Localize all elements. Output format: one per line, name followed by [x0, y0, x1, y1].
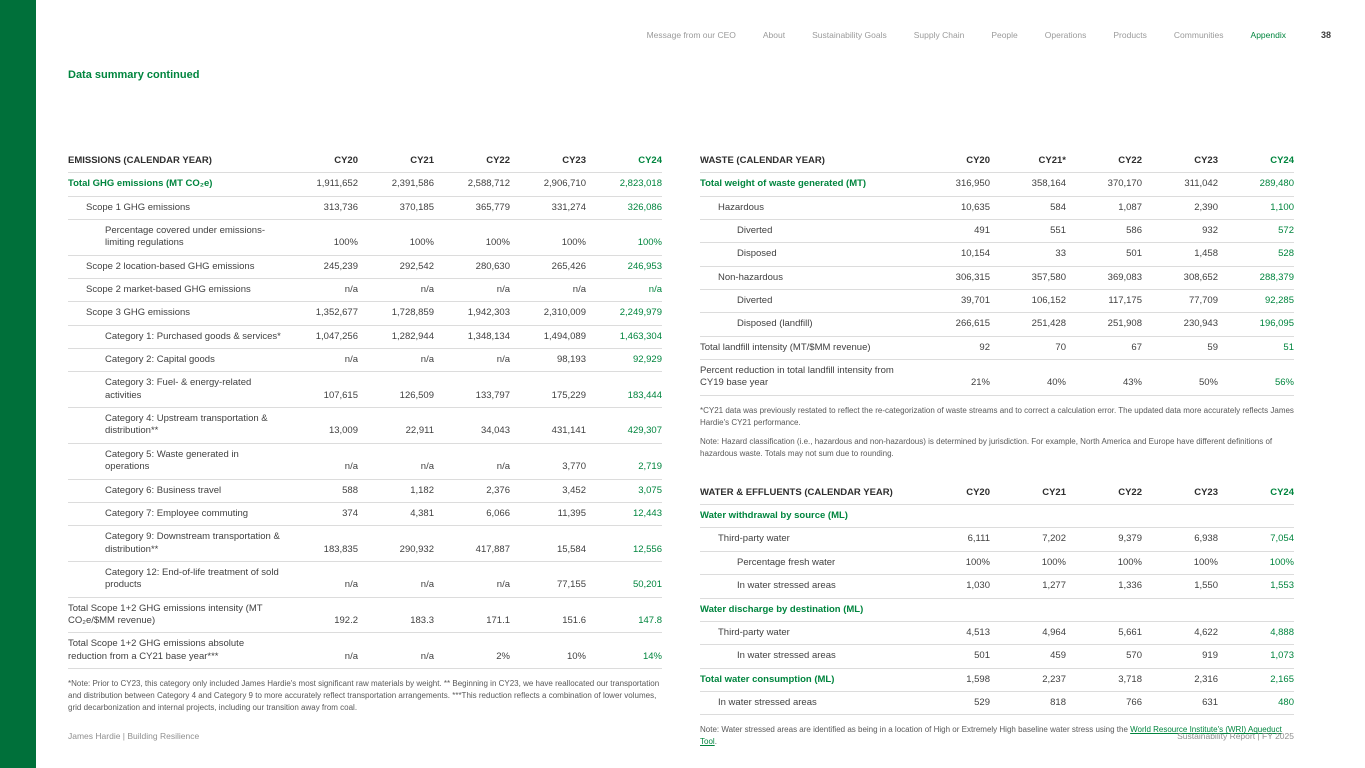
cell-value: 100%: [510, 220, 586, 256]
table-row: [68, 173, 662, 196]
cell-value: 919: [1142, 645, 1218, 668]
cell-value: 175,229: [510, 372, 586, 408]
row-label: Category 5: Waste generated in operations: [68, 443, 282, 479]
row-label: In water stressed areas: [700, 645, 914, 668]
column-header-cy21: CY21*: [990, 150, 1066, 173]
column-header-cy21: CY21: [990, 482, 1066, 505]
cell-value: 1,030: [914, 575, 990, 598]
nav-item-communities[interactable]: Communities: [1173, 30, 1224, 40]
cell-value: 572: [1218, 220, 1294, 243]
cell-value: 59: [1142, 336, 1218, 359]
row-label: Third-party water: [700, 528, 914, 551]
table-row: [68, 372, 662, 408]
column-header-cy24: CY24: [586, 150, 662, 173]
cell-value: 431,141: [510, 408, 586, 444]
table-row: [68, 325, 662, 348]
cell-value: 2,249,979: [586, 302, 662, 325]
water-table: [700, 482, 1294, 715]
row-label: Category 6: Business travel: [68, 479, 282, 502]
cell-value: 43%: [1066, 360, 1142, 396]
cell-value: 14%: [586, 633, 662, 669]
cell-value: n/a: [282, 633, 358, 669]
cell-value: 1,942,303: [434, 302, 510, 325]
table-row: [68, 502, 662, 525]
cell-value: 100%: [358, 220, 434, 256]
cell-value: 251,428: [990, 313, 1066, 336]
nav-item-people[interactable]: People: [991, 30, 1018, 40]
table-row: [700, 336, 1294, 359]
cell-value: 4,381: [358, 502, 434, 525]
cell-value: 311,042: [1142, 173, 1218, 196]
cell-value: 245,239: [282, 255, 358, 278]
row-label: Total Scope 1+2 GHG emissions absolute reduction from a CY21 base year***: [68, 633, 282, 669]
cell-value: 370,170: [1066, 173, 1142, 196]
cell-value: 13,009: [282, 408, 358, 444]
table-row: [700, 528, 1294, 551]
row-label: Disposed (landfill): [700, 313, 914, 336]
table-row: [700, 551, 1294, 574]
cell-value: 570: [1066, 645, 1142, 668]
cell-value: 6,111: [914, 528, 990, 551]
nav-item-about[interactable]: About: [762, 30, 786, 40]
water-footnote-suffix: .: [714, 737, 717, 747]
cell-value: 100%: [914, 551, 990, 574]
cell-value: 289,480: [1218, 173, 1294, 196]
table-row: [68, 279, 662, 302]
cell-value: 33: [990, 243, 1066, 266]
cell-value: n/a: [282, 561, 358, 597]
cell-value: 107,615: [282, 372, 358, 408]
row-label: In water stressed areas: [700, 691, 914, 714]
cell-value: 1,550: [1142, 575, 1218, 598]
cell-value: 374: [282, 502, 358, 525]
row-label: Water discharge by destination (ML): [700, 598, 1294, 621]
cell-value: 50,201: [586, 561, 662, 597]
cell-value: n/a: [358, 443, 434, 479]
cell-value: 147.8: [586, 597, 662, 633]
cell-value: 21%: [914, 360, 990, 396]
cell-value: 1,047,256: [282, 325, 358, 348]
cell-value: 6,938: [1142, 528, 1218, 551]
cell-value: 288,379: [1218, 266, 1294, 289]
cell-value: 818: [990, 691, 1066, 714]
cell-value: 551: [990, 220, 1066, 243]
cell-value: 2,310,009: [510, 302, 586, 325]
cell-value: 9,379: [1066, 528, 1142, 551]
footer-right-text: Sustainability Report | FY 2025: [1177, 731, 1294, 741]
cell-value: 1,348,134: [434, 325, 510, 348]
cell-value: 70: [990, 336, 1066, 359]
cell-value: 183.3: [358, 597, 434, 633]
column-header-cy23: CY23: [1142, 482, 1218, 505]
cell-value: 133,797: [434, 372, 510, 408]
row-label: Water withdrawal by source (ML): [700, 505, 1294, 528]
table-row: [700, 621, 1294, 644]
cell-value: 183,444: [586, 372, 662, 408]
nav-item-appendix[interactable]: Appendix: [1250, 30, 1286, 40]
cell-value: 331,274: [510, 196, 586, 219]
column-header-cy24: CY24: [1218, 150, 1294, 173]
column-header-cy20: CY20: [914, 150, 990, 173]
cell-value: 1,598: [914, 668, 990, 691]
cell-value: 932: [1142, 220, 1218, 243]
cell-value: 358,164: [990, 173, 1066, 196]
nav-item-message-from-our-ceo[interactable]: Message from our CEO: [646, 30, 736, 40]
cell-value: 7,202: [990, 528, 1066, 551]
cell-value: 12,443: [586, 502, 662, 525]
cell-value: 77,155: [510, 561, 586, 597]
cell-value: 316,950: [914, 173, 990, 196]
cell-value: 631: [1142, 691, 1218, 714]
table-header-row: [700, 150, 1294, 173]
cell-value: 11,395: [510, 502, 586, 525]
cell-value: n/a: [586, 279, 662, 302]
row-label: Category 2: Capital goods: [68, 349, 282, 372]
table-row: [700, 266, 1294, 289]
cell-value: 1,463,304: [586, 325, 662, 348]
cell-value: 266,615: [914, 313, 990, 336]
cell-value: n/a: [434, 279, 510, 302]
cell-value: 586: [1066, 220, 1142, 243]
waste-table: [700, 150, 1294, 396]
table-row: [68, 479, 662, 502]
row-label: Category 7: Employee commuting: [68, 502, 282, 525]
table-row: [68, 220, 662, 256]
cell-value: 10,635: [914, 196, 990, 219]
table-row: [68, 196, 662, 219]
cell-value: 2,719: [586, 443, 662, 479]
cell-value: 1,336: [1066, 575, 1142, 598]
table-row: [700, 173, 1294, 196]
cell-value: n/a: [358, 349, 434, 372]
row-label: Total water consumption (ML): [700, 668, 914, 691]
nav-item-operations[interactable]: Operations: [1044, 30, 1087, 40]
cell-value: n/a: [510, 279, 586, 302]
row-label: Scope 2 location-based GHG emissions: [68, 255, 282, 278]
brand-side-strip: [0, 0, 36, 768]
cell-value: 100%: [990, 551, 1066, 574]
cell-value: 67: [1066, 336, 1142, 359]
table-row: [700, 360, 1294, 396]
cell-value: n/a: [358, 633, 434, 669]
cell-value: n/a: [358, 279, 434, 302]
cell-value: 12,556: [586, 526, 662, 562]
cell-value: 766: [1066, 691, 1142, 714]
top-navigation-items: [647, 30, 1286, 40]
cell-value: 100%: [586, 220, 662, 256]
cell-value: 306,315: [914, 266, 990, 289]
cell-value: 280,630: [434, 255, 510, 278]
cell-value: 292,542: [358, 255, 434, 278]
cell-value: 2,316: [1142, 668, 1218, 691]
cell-value: 5,661: [1066, 621, 1142, 644]
cell-value: 357,580: [990, 266, 1066, 289]
cell-value: 370,185: [358, 196, 434, 219]
table-row: [68, 561, 662, 597]
waste-water-column: [700, 150, 1294, 748]
table-title: EMISSIONS (CALENDAR YEAR): [68, 150, 282, 173]
row-label: Category 3: Fuel- & energy-related activities: [68, 372, 282, 408]
row-label: Percentage fresh water: [700, 551, 914, 574]
table-row: [700, 313, 1294, 336]
cell-value: 98,193: [510, 349, 586, 372]
column-header-cy24: CY24: [1218, 482, 1294, 505]
column-header-cy22: CY22: [1066, 482, 1142, 505]
cell-value: 491: [914, 220, 990, 243]
cell-value: 588: [282, 479, 358, 502]
table-row: [700, 290, 1294, 313]
cell-value: 1,553: [1218, 575, 1294, 598]
row-label: Scope 1 GHG emissions: [68, 196, 282, 219]
row-label: Non-hazardous: [700, 266, 914, 289]
cell-value: n/a: [282, 349, 358, 372]
cell-value: 1,100: [1218, 196, 1294, 219]
cell-value: 230,943: [1142, 313, 1218, 336]
table-row: [68, 633, 662, 669]
cell-value: 1,911,652: [282, 173, 358, 196]
row-label: Diverted: [700, 290, 914, 313]
nav-item-products[interactable]: Products: [1113, 30, 1147, 40]
cell-value: 1,494,089: [510, 325, 586, 348]
cell-value: 1,073: [1218, 645, 1294, 668]
cell-value: 15,584: [510, 526, 586, 562]
emissions-table: [68, 150, 662, 669]
table-row: [68, 349, 662, 372]
cell-value: 22,911: [358, 408, 434, 444]
cell-value: 92,285: [1218, 290, 1294, 313]
cell-value: 34,043: [434, 408, 510, 444]
table-row: [68, 408, 662, 444]
table-header-row: [700, 482, 1294, 505]
cell-value: 1,728,859: [358, 302, 434, 325]
row-label: Diverted: [700, 220, 914, 243]
wri-aqueduct-tool-link[interactable]: World Resource Institute's (WRI) Aqueduct Tool: [700, 725, 1282, 747]
page-footer: [68, 731, 1294, 741]
waste-footnote-1: *CY21 data was previously restated to reflect the re-categorization of waste streams and to correct a calculation error. The updated data more accurately reflects James Hardie's CY21 performance.: [700, 405, 1294, 427]
cell-value: 92: [914, 336, 990, 359]
cell-value: 265,426: [510, 255, 586, 278]
cell-value: 459: [990, 645, 1066, 668]
cell-value: 2%: [434, 633, 510, 669]
cell-value: 4,888: [1218, 621, 1294, 644]
row-label: Category 1: Purchased goods & services*: [68, 325, 282, 348]
cell-value: 7,054: [1218, 528, 1294, 551]
table-row: [68, 255, 662, 278]
cell-value: 3,452: [510, 479, 586, 502]
row-label: Total GHG emissions (MT CO₂e): [68, 173, 282, 196]
column-header-cy23: CY23: [510, 150, 586, 173]
cell-value: 183,835: [282, 526, 358, 562]
cell-value: 3,770: [510, 443, 586, 479]
cell-value: n/a: [434, 561, 510, 597]
cell-value: 480: [1218, 691, 1294, 714]
cell-value: 117,175: [1066, 290, 1142, 313]
cell-value: 100%: [1066, 551, 1142, 574]
row-label: Category 4: Upstream transportation & distribution**: [68, 408, 282, 444]
cell-value: 313,736: [282, 196, 358, 219]
table-row: [700, 645, 1294, 668]
cell-value: n/a: [434, 349, 510, 372]
page-number: 38: [1320, 30, 1331, 40]
cell-value: 246,953: [586, 255, 662, 278]
cell-value: 56%: [1218, 360, 1294, 396]
cell-value: 417,887: [434, 526, 510, 562]
table-row: [68, 443, 662, 479]
cell-value: 429,307: [586, 408, 662, 444]
table-title: WASTE (CALENDAR YEAR): [700, 150, 914, 173]
row-label: Scope 3 GHG emissions: [68, 302, 282, 325]
row-label: Hazardous: [700, 196, 914, 219]
table-title: WATER & EFFLUENTS (CALENDAR YEAR): [700, 482, 914, 505]
cell-value: 106,152: [990, 290, 1066, 313]
cell-value: 100%: [282, 220, 358, 256]
column-header-cy20: CY20: [914, 482, 990, 505]
table-row: [700, 598, 1294, 621]
waste-footnote-2: Note: Hazard classification (i.e., hazardous and non-hazardous) is determined by jurisdiction. For example, North America and Europe have different definitions of hazardous waste. Totals may not sum due to rounding.: [700, 436, 1273, 458]
cell-value: 529: [914, 691, 990, 714]
cell-value: 2,391,586: [358, 173, 434, 196]
row-label: In water stressed areas: [700, 575, 914, 598]
table-header-row: [68, 150, 662, 173]
cell-value: 40%: [990, 360, 1066, 396]
cell-value: 192.2: [282, 597, 358, 633]
cell-value: 2,237: [990, 668, 1066, 691]
cell-value: 4,513: [914, 621, 990, 644]
cell-value: n/a: [434, 443, 510, 479]
cell-value: 4,964: [990, 621, 1066, 644]
cell-value: 1,277: [990, 575, 1066, 598]
cell-value: 2,376: [434, 479, 510, 502]
row-label: Disposed: [700, 243, 914, 266]
cell-value: 126,509: [358, 372, 434, 408]
row-label: Scope 2 market-based GHG emissions: [68, 279, 282, 302]
table-row: [700, 505, 1294, 528]
cell-value: 369,083: [1066, 266, 1142, 289]
row-label: Third-party water: [700, 621, 914, 644]
cell-value: 365,779: [434, 196, 510, 219]
cell-value: 1,282,944: [358, 325, 434, 348]
nav-item-sustainability-goals[interactable]: Sustainability Goals: [812, 30, 887, 40]
row-label: Category 12: End-of-life treatment of sold products: [68, 561, 282, 597]
footer-left-text: James Hardie | Building Resilience: [68, 731, 200, 741]
cell-value: 3,718: [1066, 668, 1142, 691]
content-columns: [68, 150, 1294, 748]
cell-value: 290,932: [358, 526, 434, 562]
column-header-cy22: CY22: [1066, 150, 1142, 173]
row-label: Total landfill intensity (MT/$MM revenue): [700, 336, 914, 359]
table-row: [68, 597, 662, 633]
row-label: Total weight of waste generated (MT): [700, 173, 914, 196]
column-header-cy22: CY22: [434, 150, 510, 173]
cell-value: 151.6: [510, 597, 586, 633]
cell-value: 39,701: [914, 290, 990, 313]
cell-value: 2,390: [1142, 196, 1218, 219]
cell-value: 10%: [510, 633, 586, 669]
cell-value: 1,352,677: [282, 302, 358, 325]
cell-value: 100%: [1142, 551, 1218, 574]
cell-value: 501: [1066, 243, 1142, 266]
table-row: [700, 691, 1294, 714]
top-navigation: [647, 30, 1331, 40]
cell-value: 171.1: [434, 597, 510, 633]
cell-value: 4,622: [1142, 621, 1218, 644]
cell-value: 92,929: [586, 349, 662, 372]
table-row: [68, 526, 662, 562]
nav-item-supply-chain[interactable]: Supply Chain: [913, 30, 965, 40]
column-header-cy21: CY21: [358, 150, 434, 173]
emissions-column: [68, 150, 662, 748]
cell-value: 326,086: [586, 196, 662, 219]
cell-value: n/a: [358, 561, 434, 597]
cell-value: 196,095: [1218, 313, 1294, 336]
table-row: [700, 243, 1294, 266]
cell-value: n/a: [282, 279, 358, 302]
row-label: Percentage covered under emissions-limiting regulations: [68, 220, 282, 256]
row-label: Category 9: Downstream transportation & distribution**: [68, 526, 282, 562]
table-row: [68, 302, 662, 325]
cell-value: 2,906,710: [510, 173, 586, 196]
cell-value: 50%: [1142, 360, 1218, 396]
table-row: [700, 668, 1294, 691]
cell-value: 308,652: [1142, 266, 1218, 289]
cell-value: 1,182: [358, 479, 434, 502]
cell-value: 3,075: [586, 479, 662, 502]
column-header-cy20: CY20: [282, 150, 358, 173]
cell-value: n/a: [282, 443, 358, 479]
cell-value: 2,165: [1218, 668, 1294, 691]
emissions-footnote: *Note: Prior to CY23, this category only included James Hardie's most significant raw materials by weight. ** Beginning in CY23, we have reallocated our transportation and distribution between Category 4 and Category 9 to more accurately reflect transportation arrangements. ***This reduction reflects a combination of lower volumes, grid decarbonization and internal projects, including our transition away from coal.: [68, 678, 660, 712]
cell-value: 10,154: [914, 243, 990, 266]
cell-value: 51: [1218, 336, 1294, 359]
water-footnote-text: Note: Water stressed areas are identified as being in a location of High or Extremely High baseline water stress using the: [700, 725, 1131, 735]
column-header-cy23: CY23: [1142, 150, 1218, 173]
cell-value: 584: [990, 196, 1066, 219]
cell-value: 251,908: [1066, 313, 1142, 336]
cell-value: 1,458: [1142, 243, 1218, 266]
cell-value: 501: [914, 645, 990, 668]
row-label: Total Scope 1+2 GHG emissions intensity (MT CO₂e/$MM revenue): [68, 597, 282, 633]
cell-value: 1,087: [1066, 196, 1142, 219]
cell-value: 2,823,018: [586, 173, 662, 196]
cell-value: 77,709: [1142, 290, 1218, 313]
cell-value: 100%: [434, 220, 510, 256]
page-title: Data summary continued: [68, 69, 200, 81]
row-label: Percent reduction in total landfill intensity from CY19 base year: [700, 360, 914, 396]
table-row: [700, 575, 1294, 598]
cell-value: 2,588,712: [434, 173, 510, 196]
cell-value: 6,066: [434, 502, 510, 525]
cell-value: 528: [1218, 243, 1294, 266]
table-row: [700, 220, 1294, 243]
cell-value: 100%: [1218, 551, 1294, 574]
table-row: [700, 196, 1294, 219]
